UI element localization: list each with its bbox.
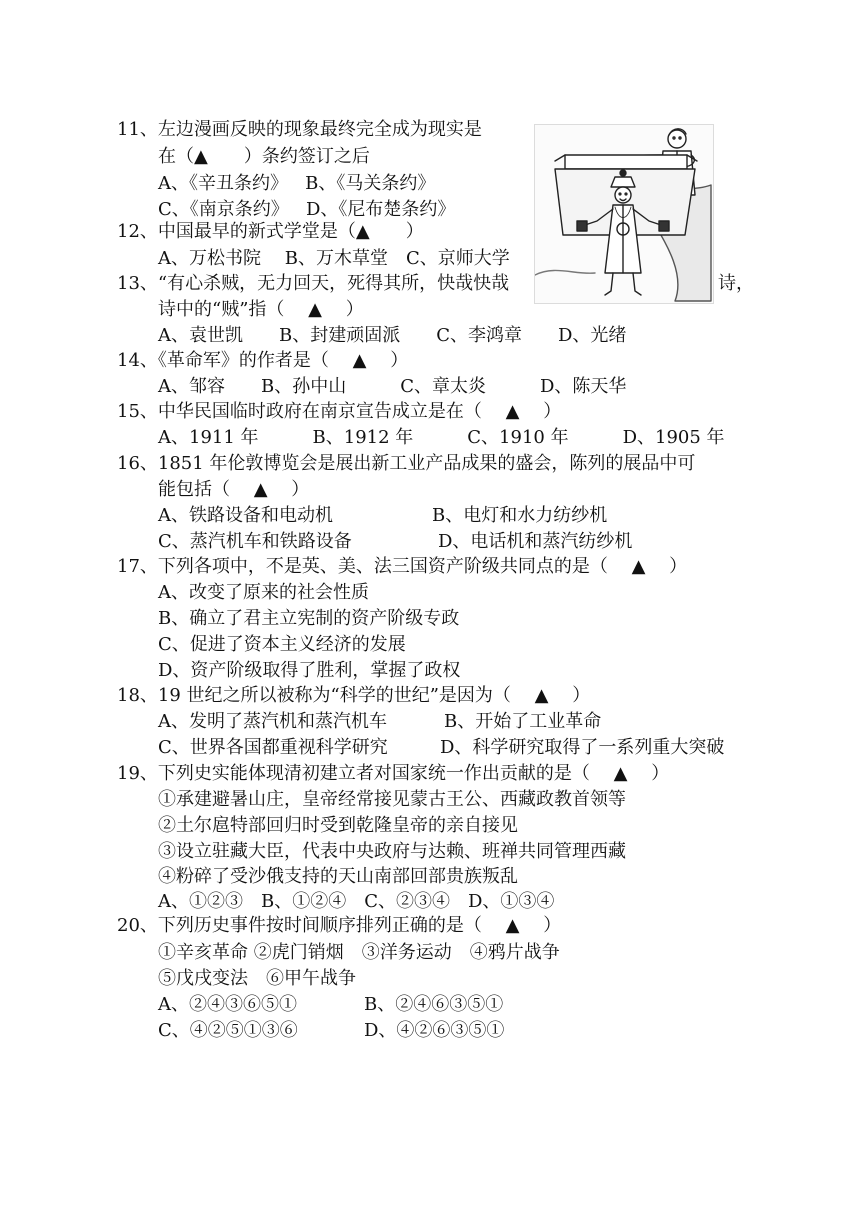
q17-option-b: B、确立了君主立宪制的资产阶级专政	[158, 608, 460, 629]
q14-options: A、邹容 B、孙中山 C、章太炎 D、陈天华	[158, 376, 627, 397]
q19-item-3: ③设立驻藏大臣，代表中央政府与达赖、班禅共同管理西藏	[158, 841, 626, 862]
q16-stem: 16、1851 年伦敦博览会是展出新工业产品成果的盛会，陈列的展品中可	[117, 453, 696, 474]
q11-stem: 11、左边漫画反映的现象最终完全成为现实是	[117, 119, 482, 140]
puppet-cartoon-image	[534, 124, 714, 304]
q16-option-c: C、蒸汽机车和铁路设备	[158, 531, 352, 552]
q13-stem-tail: 诗，	[718, 273, 754, 294]
q18-option-a: A、发明了蒸汽机和蒸汽机车	[158, 711, 387, 732]
q17-option-a: A、改变了原来的社会性质	[158, 582, 369, 603]
q15-stem: 15、中华民国临时政府在南京宣告成立是在（ ▲ ）	[117, 401, 562, 422]
q11-option-b: B、《马关条约》	[305, 173, 436, 194]
q13-options: A、袁世凯 B、封建顽固派 C、李鸿章 D、光绪	[158, 325, 627, 346]
q19-item-1: ①承建避暑山庄，皇帝经常接见蒙古王公、西藏政教首领等	[158, 789, 626, 810]
q20-events-1: ①辛亥革命 ②虎门销烟 ③洋务运动 ④鸦片战争	[158, 942, 560, 963]
q20-option-d: D、④②⑥③⑤①	[364, 1020, 505, 1041]
q11-option-a: A、《辛丑条约》	[158, 173, 288, 194]
q18-stem: 18、19 世纪之所以被称为“科学的世纪”是因为（ ▲ ）	[117, 685, 591, 706]
q20-option-a: A、②④③⑥⑤①	[158, 994, 297, 1015]
q14-stem: 14、《革命军》的作者是（ ▲ ）	[117, 350, 409, 371]
q20-option-b: B、②④⑥③⑤①	[364, 994, 504, 1015]
q18-option-c: C、世界各国都重视科学研究	[158, 737, 388, 758]
q19-stem: 19、下列史实能体现清初建立者对国家统一作出贡献的是（ ▲ ）	[117, 763, 670, 784]
q13-stem: 13、“有心杀贼，无力回天，死得其所，快哉快哉	[117, 273, 510, 294]
q20-events-2: ⑤戊戌变法 ⑥甲午战争	[158, 968, 356, 989]
q16-option-d: D、电话机和蒸汽纺纱机	[438, 531, 633, 552]
q16-option-b: B、电灯和水力纺纱机	[432, 505, 608, 526]
q18-option-d: D、科学研究取得了一系列重大突破	[440, 737, 725, 758]
q11-option-d: D、《尼布楚条约》	[305, 199, 456, 220]
q12-options: A、万松书院 B、万木草堂 C、京师大学	[158, 248, 510, 269]
q17-option-d: D、资产阶级取得了胜利，掌握了政权	[158, 660, 461, 681]
q16-option-a: A、铁路设备和电动机	[158, 505, 333, 526]
q18-option-b: B、开始了工业革命	[444, 711, 602, 732]
q19-item-4: ④粉碎了受沙俄支持的天山南部回部贵族叛乱	[158, 866, 518, 887]
q19-item-2: ②土尔扈特部回归时受到乾隆皇帝的亲自接见	[158, 815, 518, 836]
q20-option-c: C、④②⑤①③⑥	[158, 1020, 298, 1041]
q17-stem: 17、下列各项中，不是英、美、法三国资产阶级共同点的是（ ▲ ）	[117, 556, 688, 577]
q12-stem: 12、中国最早的新式学堂是（▲ ）	[117, 221, 424, 242]
q17-option-c: C、促进了资本主义经济的发展	[158, 634, 406, 655]
q20-stem: 20、下列历史事件按时间顺序排列正确的是（ ▲ ）	[117, 915, 562, 936]
q11-option-c: C、《南京条约》	[158, 199, 289, 220]
q11-options-cd	[158, 198, 455, 222]
q15-options: A、1911 年 B、1912 年 C、1910 年 D、1905 年	[158, 427, 725, 448]
q13-stem-cont: 诗中的“贼”指（ ▲ ）	[158, 299, 364, 320]
puppet-cartoon-drawing	[535, 125, 713, 303]
q11-stem-cont: 在（▲ ）条约签订之后	[158, 146, 370, 167]
q16-stem-cont: 能包括（ ▲ ）	[158, 479, 310, 500]
q11-options-ab	[158, 172, 435, 196]
q19-options: A、①②③ B、①②④ C、②③④ D、①③④	[158, 891, 555, 912]
